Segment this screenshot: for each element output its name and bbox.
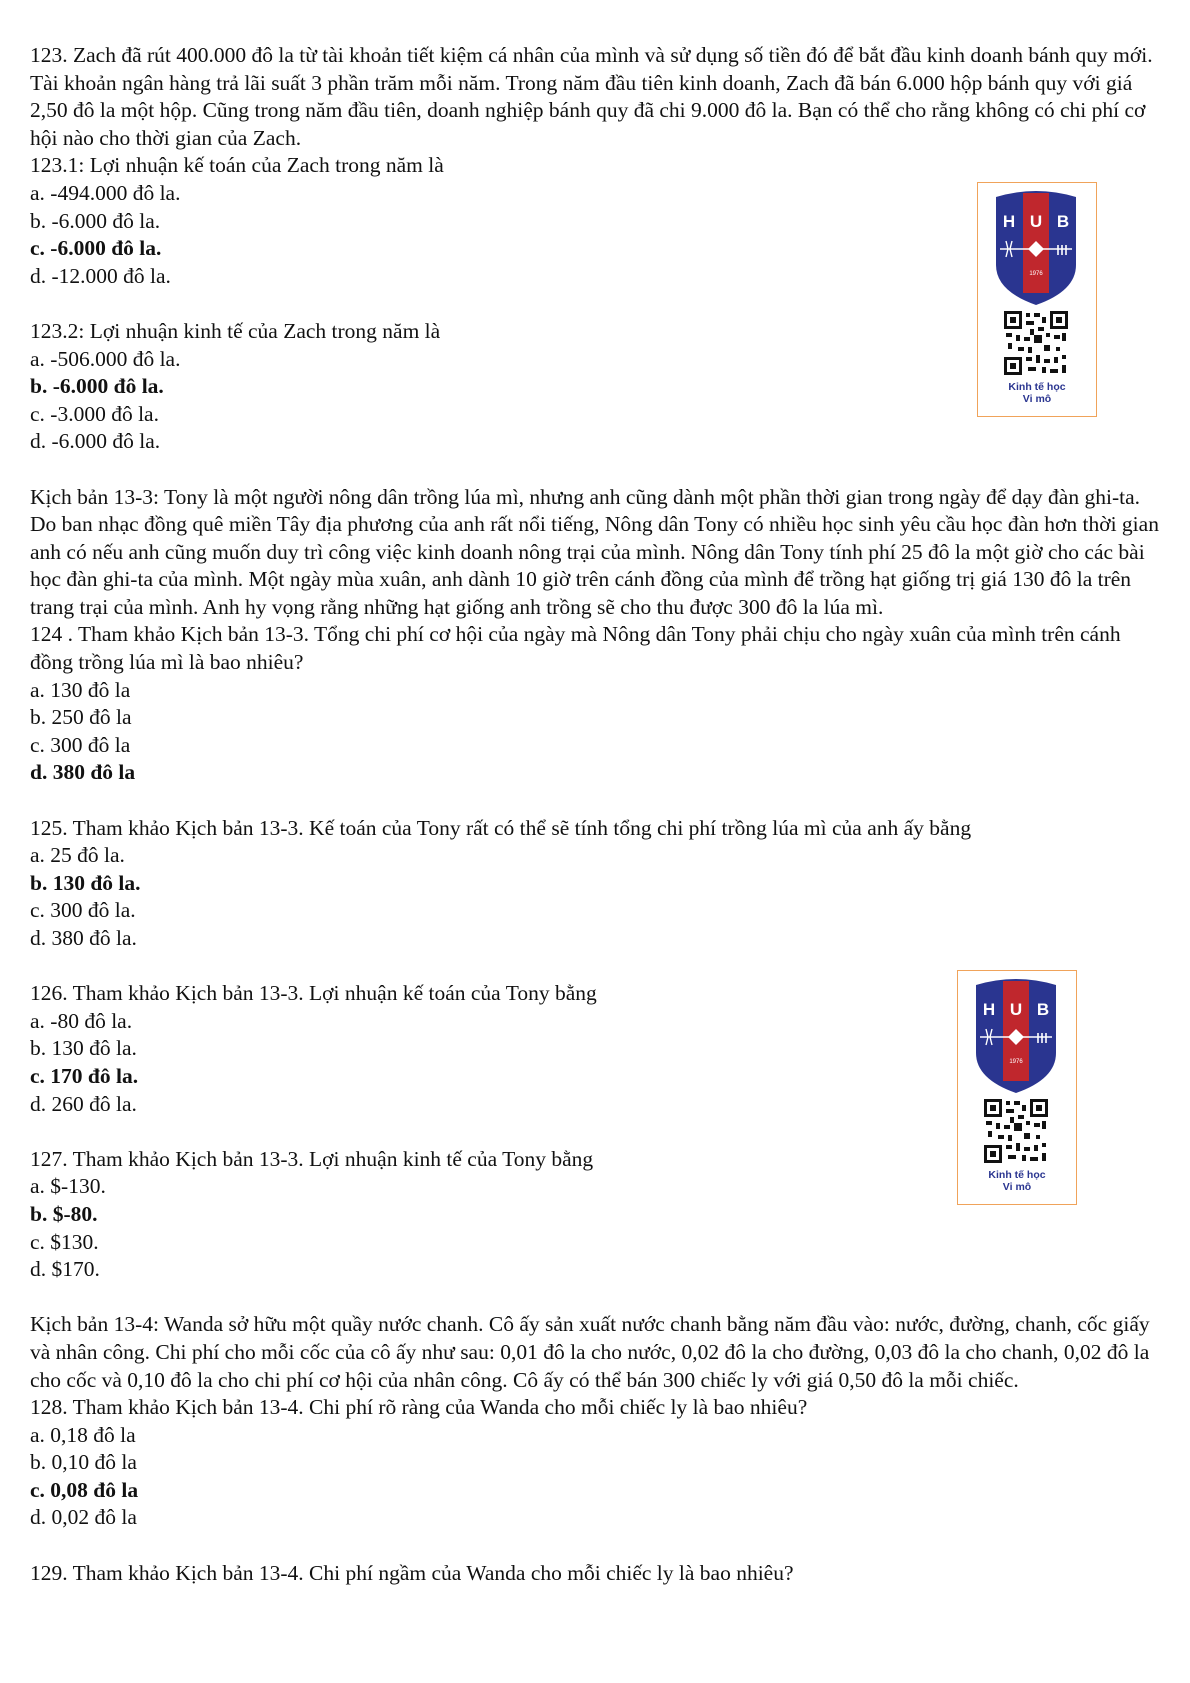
q123-2-option-b-answer: b. -6.000 đô la.	[30, 374, 164, 399]
q125-option-d: d. 380 đô la.	[30, 926, 137, 950]
question-123-intro: 123. Zach đã rút 400.000 đô la từ tài khoản tiết kiệm cá nhân của mình và sử dụng số tiền đó để bắt đầu kinh doanh bánh quy mới. Tài khoản ngân hàng trả lãi suất 3 phần trăm mỗi năm. Trong năm đầu tiên kinh doanh, Zach đã bán 6.000 hộp bánh quy với giá 2,50 đô la một hộp. Cũng trong năm đầu tiên, doanh nghiệp bánh quy đã chi 9.000 đô la. Bạn có thể cho rằng không có chi phí cơ hội nào cho thời gian của Zach.	[30, 43, 1153, 150]
q123-1-option-c-answer: c. -6.000 đô la.	[30, 236, 162, 261]
q123-1-option-b: b. -6.000 đô la.	[30, 208, 161, 233]
hub-logo-badge-2	[957, 970, 1077, 1205]
question-126: 126. Tham khảo Kịch bản 13-3. Lợi nhuận kế toán của Tony bằng	[30, 981, 597, 1006]
question-124: 124 . Tham khảo Kịch bản 13-3. Tổng chi phí cơ hội của ngày mà Nông dân Tony phải chịu cho ngày xuân của mình trên cánh đồng trồng lúa mì là bao nhiêu?	[30, 622, 1121, 675]
q123-2-option-a: a. -506.000 đô la.	[30, 346, 181, 371]
badge-2-caption-line-1: Kinh tế học	[988, 1169, 1046, 1181]
badge-2-caption-line-2: Vi mô	[1002, 1181, 1032, 1193]
hub-letter-b: B	[1056, 212, 1070, 231]
q127-option-b-answer: b. $-80.	[30, 1201, 98, 1226]
q127-option-d: d. $170.	[30, 1257, 100, 1282]
scenario-13-4: Kịch bản 13-4: Wanda sở hữu một quầy nước chanh. Cô ấy sản xuất nước chanh bằng năm đầu vào: nước, đường, chanh, cốc giấy và nhân công. Chi phí cho mỗi cốc của cô ấy như sau: 0,01 đô la cho nước, 0,02 đô la cho đường, 0,03 đô la cho chanh, 0,02 đô la cho cốc và 0,10 đô la cho chi phí cơ hội của nhân công. Cô ấy có thể bán 300 chiếc ly với giá 0,50 đô la mỗi chiếc.	[30, 1312, 1150, 1392]
q125-option-c: c. 300 đô la.	[30, 898, 136, 923]
scenario-13-3: Kịch bản 13-3: Tony là một người nông dân trồng lúa mì, nhưng anh cũng dành một phần thời gian trong ngày để dạy đàn ghi-ta. Do ban nhạc đồng quê miền Tây địa phương của anh rất nổi tiếng, Nông dân Tony có nhiều học sinh yêu cầu học đàn hơn thời gian anh có nếu anh cũng muốn duy trì công việc kinh doanh nông trại của mình. Nông dân Tony tính phí 25 đô la một giờ cho các bài học đàn ghi-ta của mình. Một ngày mùa xuân, anh dành 10 giờ trên cánh đồng của mình để trồng hạt giống trị giá 130 đô la trên trang trại của mình. Anh hy vọng rằng những hạt giống anh trồng sẽ cho thu được 300 đô la lúa mì.	[30, 484, 1159, 619]
badge-caption-line-2: Vi mô	[1022, 393, 1052, 405]
q128-option-c-answer: c. 0,08 đô la	[30, 1477, 139, 1502]
hub-logo-badge	[977, 182, 1097, 417]
hub-letter-h: H	[1002, 212, 1016, 231]
question-125: 125. Tham khảo Kịch bản 13-3. Kế toán của Tony rất có thể sẽ tính tổng chi phí trồng lúa mì của anh ấy bằng	[30, 815, 972, 840]
q128-option-a: a. 0,18 đô la	[30, 1422, 136, 1447]
q127-option-c: c. $130.	[30, 1229, 99, 1254]
q126-option-c-answer: c. 170 đô la.	[30, 1063, 139, 1088]
question-123-1: 123.1: Lợi nhuận kế toán của Zach trong năm là	[30, 153, 444, 178]
q127-option-a: a. $-130.	[30, 1174, 106, 1199]
q128-option-b: b. 0,10 đô la	[30, 1450, 137, 1475]
q125-option-b-answer: b. 130 đô la.	[30, 870, 141, 895]
hub-letter-u-2: U	[1009, 1000, 1023, 1019]
hub-year: 1976	[1029, 271, 1043, 277]
q124-option-c: c. 300 đô la	[30, 732, 131, 757]
q124-option-b: b. 250 đô la	[30, 705, 132, 730]
question-123-2: 123.2: Lợi nhuận kinh tế của Zach trong năm là	[30, 318, 441, 343]
q123-1-option-a: a. -494.000 đô la.	[30, 180, 181, 205]
q126-option-a: a. -80 đô la.	[30, 1008, 133, 1033]
question-128: 128. Tham khảo Kịch bản 13-4. Chi phí rõ ràng của Wanda cho mỗi chiếc ly là bao nhiêu?	[30, 1395, 808, 1420]
question-127: 127. Tham khảo Kịch bản 13-3. Lợi nhuận kinh tế của Tony bằng	[30, 1146, 594, 1171]
q125-option-a: a. 25 đô la.	[30, 843, 125, 868]
q123-2-option-d: d. -6.000 đô la.	[30, 429, 161, 454]
question-129: 129. Tham khảo Kịch bản 13-4. Chi phí ngầm của Wanda cho mỗi chiếc ly là bao nhiêu?	[30, 1560, 794, 1585]
qr-code-icon-2	[984, 1099, 1048, 1163]
badge-caption-line-1: Kinh tế học	[1008, 381, 1066, 393]
q123-1-option-d: d. -12.000 đô la.	[30, 263, 171, 288]
qr-code-icon	[1004, 311, 1068, 375]
hub-letter-h-2: H	[982, 1000, 996, 1019]
q124-option-d-answer: d. 380 đô la	[30, 760, 136, 785]
q126-option-b: b. 130 đô la.	[30, 1036, 137, 1061]
hub-letter-u: U	[1029, 212, 1043, 231]
q126-option-d: d. 260 đô la.	[30, 1091, 137, 1116]
hub-letter-b-2: B	[1036, 1000, 1050, 1019]
q124-option-a: a. 130 đô la	[30, 677, 131, 702]
hub-year-2: 1976	[1009, 1059, 1023, 1065]
q123-2-option-c: c. -3.000 đô la.	[30, 401, 159, 426]
q128-option-d: d. 0,02 đô la	[30, 1505, 137, 1530]
